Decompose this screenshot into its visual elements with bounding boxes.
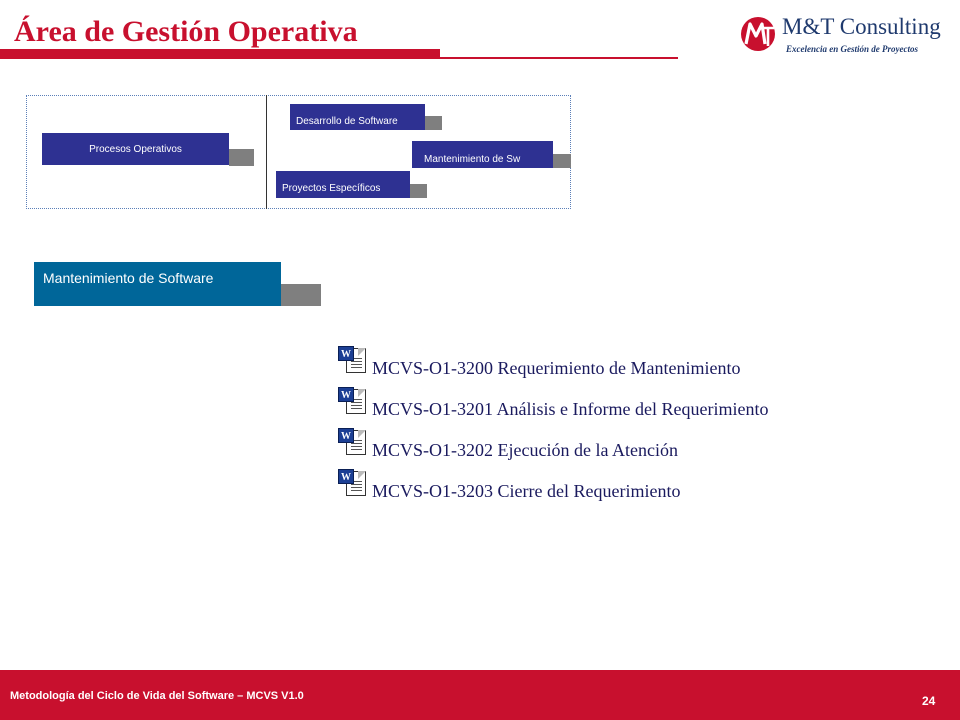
word-document-icon[interactable]: W [338, 469, 368, 497]
page-title: Área de Gestión Operativa [14, 15, 358, 48]
mt-monogram-icon [738, 12, 782, 56]
document-item[interactable] [338, 469, 768, 510]
logo-wordmark [782, 14, 941, 40]
document-item[interactable] [338, 346, 768, 387]
box-shadow [281, 284, 321, 306]
word-document-icon[interactable]: W [338, 346, 368, 374]
document-item[interactable] [338, 428, 768, 469]
document-link[interactable]: MCVS-O1-3203 Cierre del Requerimiento [372, 481, 681, 501]
title-underline-thin [440, 57, 678, 59]
page-number: 24 [922, 694, 936, 708]
box-shadow [553, 154, 571, 168]
org-chart-divider [266, 95, 267, 209]
org-box-label: Proyectos Específicos [276, 171, 410, 198]
document-link[interactable]: MCVS-O1-3201 Análisis e Informe del Requerimiento [372, 399, 769, 419]
company-logo [738, 12, 953, 60]
logo-brand-abbr: M&T [782, 14, 834, 39]
word-document-icon[interactable]: W [338, 428, 368, 456]
section-heading-label: Mantenimiento de Software [34, 262, 281, 306]
word-document-icon[interactable]: W [338, 387, 368, 415]
title-underline [0, 49, 440, 59]
document-item[interactable] [338, 387, 768, 428]
footer-text: Metodología del Ciclo de Vida del Software – MCVS V1.0 [10, 690, 304, 702]
org-box-label: Procesos Operativos [42, 133, 229, 165]
box-shadow [425, 116, 442, 130]
org-box-label: Mantenimiento de Sw [412, 141, 553, 168]
logo-tagline: Excelencia en Gestión de Proyectos [786, 44, 918, 54]
logo-brand-word: Consulting [839, 14, 941, 39]
document-link[interactable]: MCVS-O1-3202 Ejecución de la Atención [372, 440, 678, 460]
box-shadow [410, 184, 427, 198]
footer-bar [0, 670, 960, 720]
box-shadow [229, 149, 254, 166]
org-box-label: Desarrollo de Software [290, 104, 425, 130]
document-link[interactable]: MCVS-O1-3200 Requerimiento de Mantenimiento [372, 358, 741, 378]
document-list [338, 346, 768, 510]
